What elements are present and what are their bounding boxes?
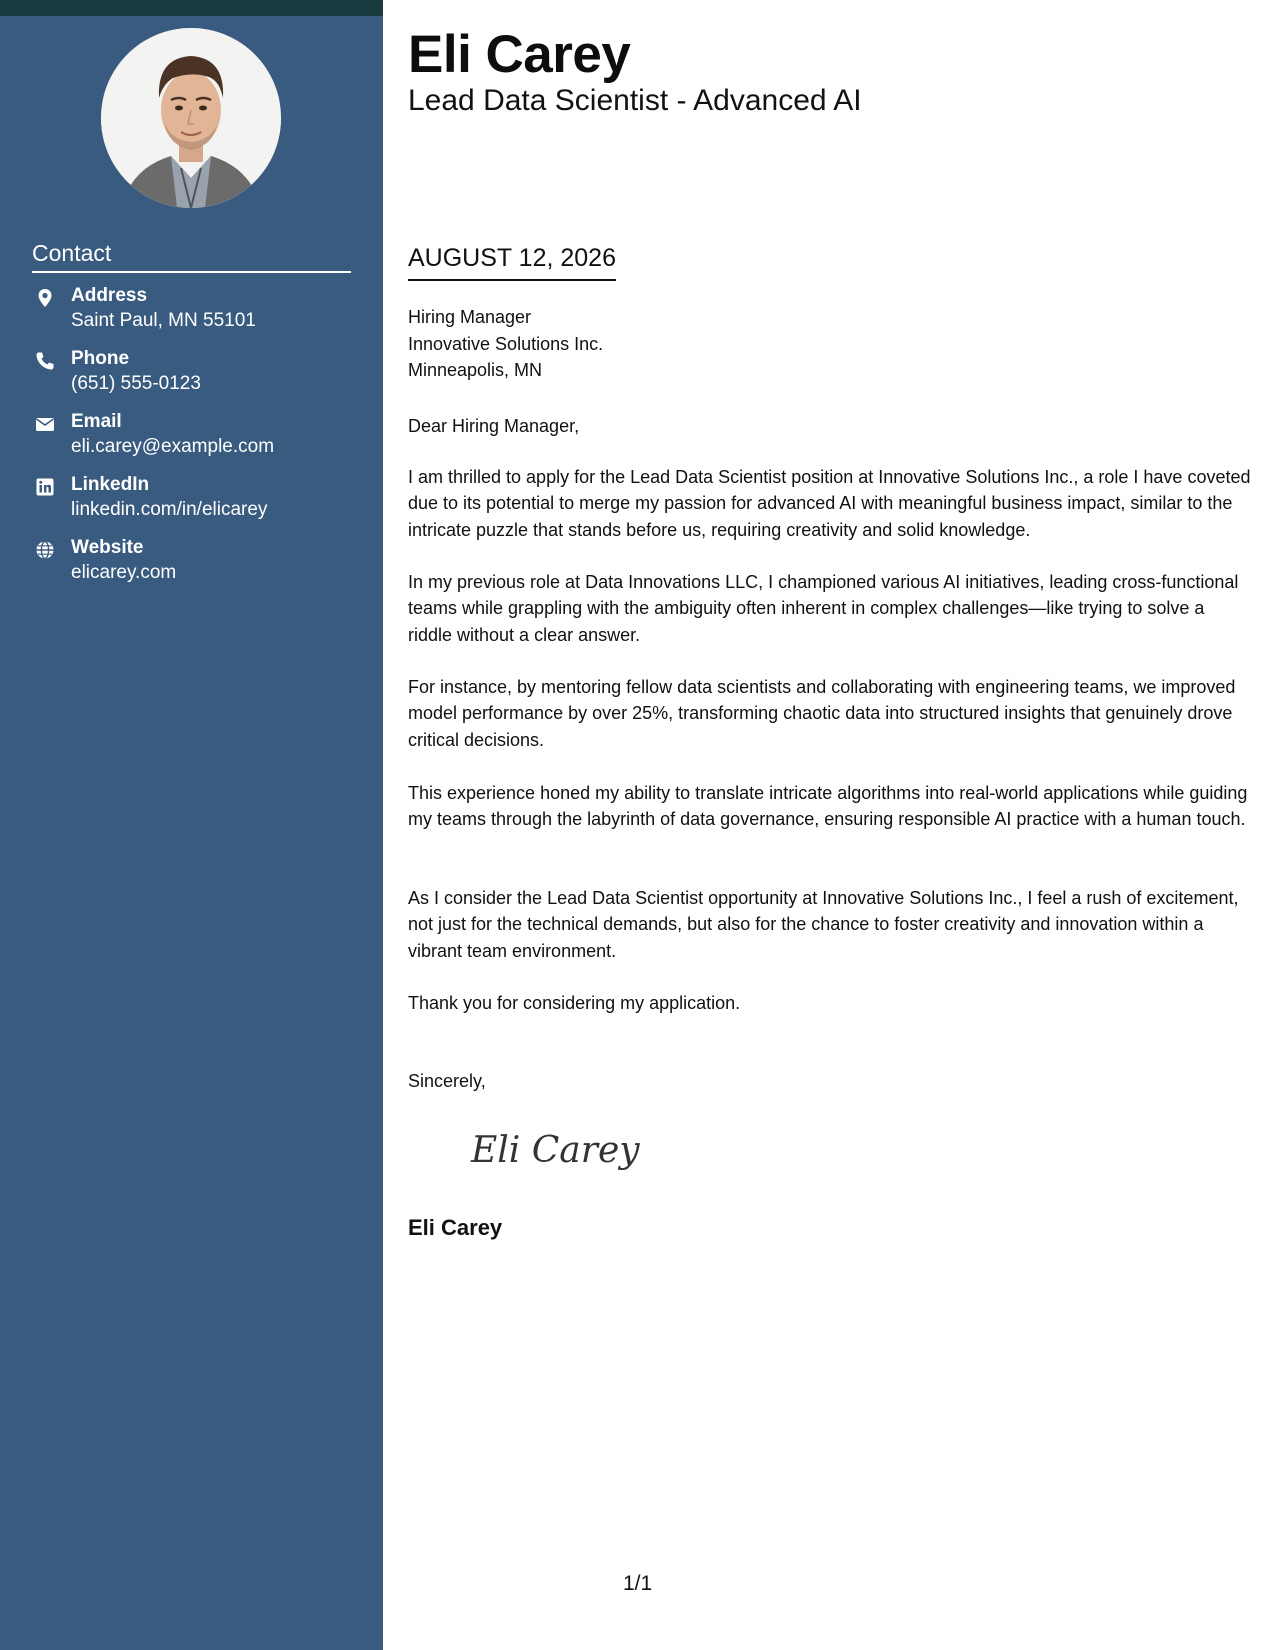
location-pin-icon [35,288,55,308]
globe-icon [35,540,55,560]
contact-item-linkedin [32,474,362,537]
contact-value: eli.carey@example.com [71,436,275,457]
letter-date: AUGUST 12, 2026 [408,244,616,281]
applicant-job-title: Lead Data Scientist - Advanced AI [408,84,862,117]
contact-divider [32,271,351,273]
contact-item-address [32,285,362,348]
signed-name: Eli Carey [408,1215,503,1240]
contact-value: Saint Paul, MN 55101 [71,310,256,331]
contact-label: LinkedIn [71,474,150,495]
letter-paragraph: In my previous role at Data Innovations LLC, I championed various AI initiatives, leading cross-functional teams while grappling with the ambiguity often inherent in complex challenges—like trying to solve a riddle without a clear answer. [408,572,1239,645]
recipient-line: Hiring Manager [408,307,532,327]
sidebar [0,0,383,1650]
contact-label: Email [71,411,122,432]
salutation: Dear Hiring Manager, [408,416,580,436]
contact-item-website [32,537,362,600]
contact-item-phone [32,348,362,411]
contact-value: elicarey.com [71,562,177,583]
recipient-line: Minneapolis, MN [408,360,543,380]
contact-label: Phone [71,348,130,369]
sidebar-top-bar [0,0,383,16]
recipient-block [408,304,603,384]
letter-paragraph: Thank you for considering my application. [408,993,741,1013]
applicant-name: Eli Carey [408,25,631,84]
envelope-icon [35,414,55,434]
contact-value: (651) 555-0123 [71,373,201,394]
signature-image [461,1120,661,1180]
profile-photo [101,28,281,208]
recipient-line: Innovative Solutions Inc. [408,333,604,354]
letter-date-container [408,244,616,281]
phone-icon [35,351,55,371]
letter-paragraph: This experience honed my ability to translate intricate algorithms into real-world applications while guiding my teams through the labyrinth of data governance, ensuring responsible AI practice with a human touch. [408,783,1248,830]
letter-paragraph: For instance, by mentoring fellow data scientists and collaborating with engineering teams, we improved model performance by over 25%, transforming chaotic data into structured insights that genuinely drove critical decisions. [408,677,1236,750]
letter-paragraph: I am thrilled to apply for the Lead Data Scientist position at Innovative Solutions Inc., a role I have coveted due to its potential to merge my passion for advanced AI with meaningful business impact, similar to the intricate puzzle that stands before us, requiring creativity and solid knowledge. [408,467,1251,540]
contact-heading: Contact [32,240,112,266]
contact-item-email [32,411,362,474]
contact-label: Website [71,537,144,558]
page-number: 1/1 [623,1572,653,1595]
signature-text: Eli Carey [471,1130,640,1171]
letter-paragraph: As I consider the Lead Data Scientist opportunity at Innovative Solutions Inc., I feel a rush of excitement, not just for the technical demands, but also for the chance to foster creativity and innovation within a vibrant team environment. [408,888,1239,961]
contact-value: linkedin.com/in/elicarey [71,499,268,520]
contact-label: Address [71,285,148,306]
contact-list [32,285,362,600]
closing: Sincerely, [408,1071,486,1091]
linkedin-icon [35,477,55,497]
